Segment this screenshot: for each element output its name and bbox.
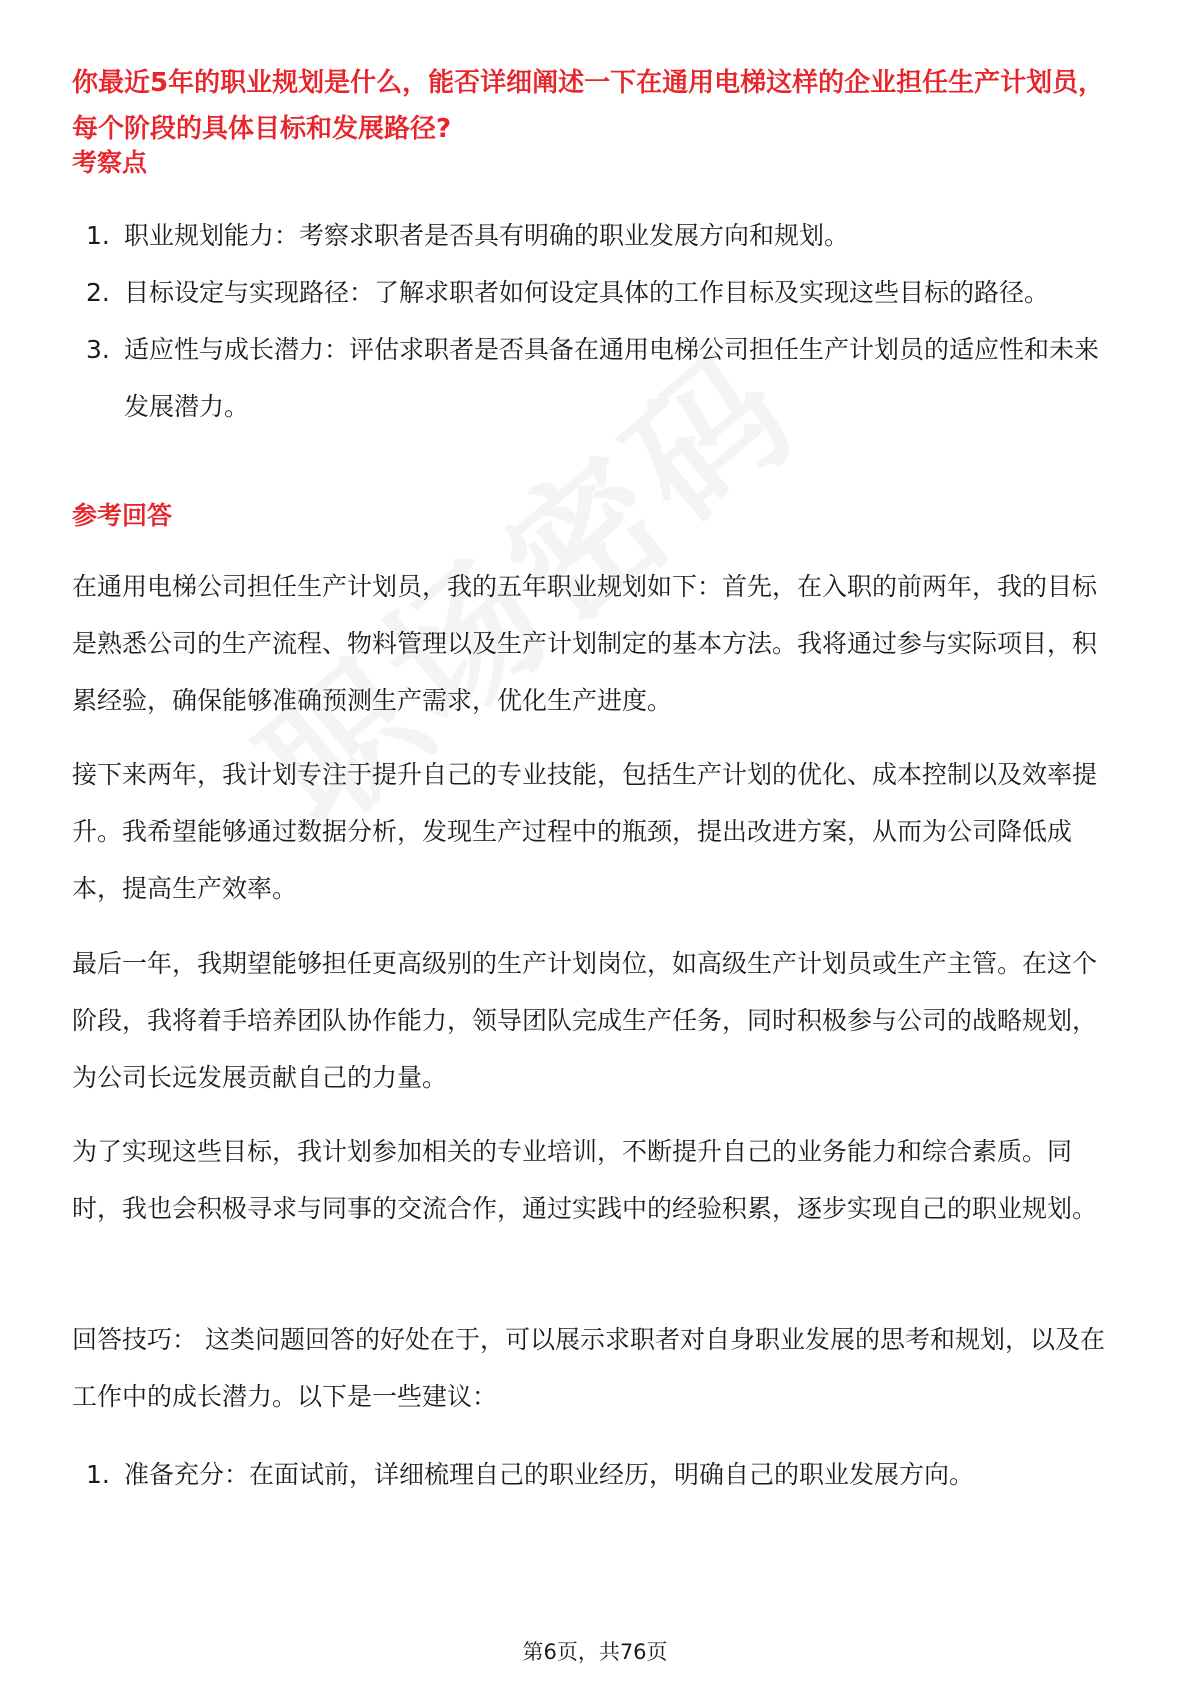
page-number: 第6页，共76页 xyxy=(522,1640,668,1664)
answer-paragraph: 最后一年，我期望能够担任更高级别的生产计划岗位，如高级生产计划员或生产主管。在这个阶段，我将着手培养团队协作能力，领导团队完成生产任务，同时积极参与公司的战略规划，为公司长远发展贡献自己的力量。 xyxy=(72,949,1098,1092)
answer-tips-intro: 回答技巧： 这类问题回答的好处在于，可以展示求职者对自身职业发展的思考和规划，以及在工作中的成长潜力。以下是一些建议： xyxy=(72,1325,1105,1411)
answer-paragraph: 为了实现这些目标，我计划参加相关的专业培训，不断提升自己的业务能力和综合素质。同时，我也会积极寻求与同事的交流合作，通过实践中的经验积累，逐步实现自己的职业规划。 xyxy=(72,1137,1098,1223)
focus-item: 1. 职业规划能力：考察求职者是否具有明确的职业发展方向和规划。 xyxy=(86,221,850,250)
focus-item: 3. 适应性与成长潜力：评估求职者是否具备在通用电梯公司担任生产计划员的适应性和未来发展潜力。 xyxy=(86,335,1100,421)
tips-list xyxy=(72,1446,1122,1503)
focus-list xyxy=(72,207,1122,435)
tip-item: 1. 准备充分：在面试前，详细梳理自己的职业经历，明确自己的职业发展方向。 xyxy=(86,1460,975,1489)
focus-heading: 考察点 xyxy=(72,148,148,177)
question-title: 你最近5年的职业规划是什么，能否详细阐述一下在通用电梯这样的企业担任生产计划员，每个阶段的具体目标和发展路径? xyxy=(72,68,1105,144)
focus-item: 2. 目标设定与实现路径：了解求职者如何设定具体的工作目标及实现这些目标的路径。 xyxy=(86,278,1050,307)
answer-heading: 参考回答 xyxy=(72,501,173,530)
answer-paragraph: 接下来两年，我计划专注于提升自己的专业技能，包括生产计划的优化、成本控制以及效率提升。我希望能够通过数据分析，发现生产过程中的瓶颈，提出改进方案，从而为公司降低成本，提高生产效率。 xyxy=(72,760,1098,903)
answer-paragraph: 在通用电梯公司担任生产计划员，我的五年职业规划如下：首先，在入职的前两年，我的目标是熟悉公司的生产流程、物料管理以及生产计划制定的基本方法。我将通过参与实际项目，积累经验，确保能够准确预测生产需求，优化生产进度。 xyxy=(72,572,1098,715)
